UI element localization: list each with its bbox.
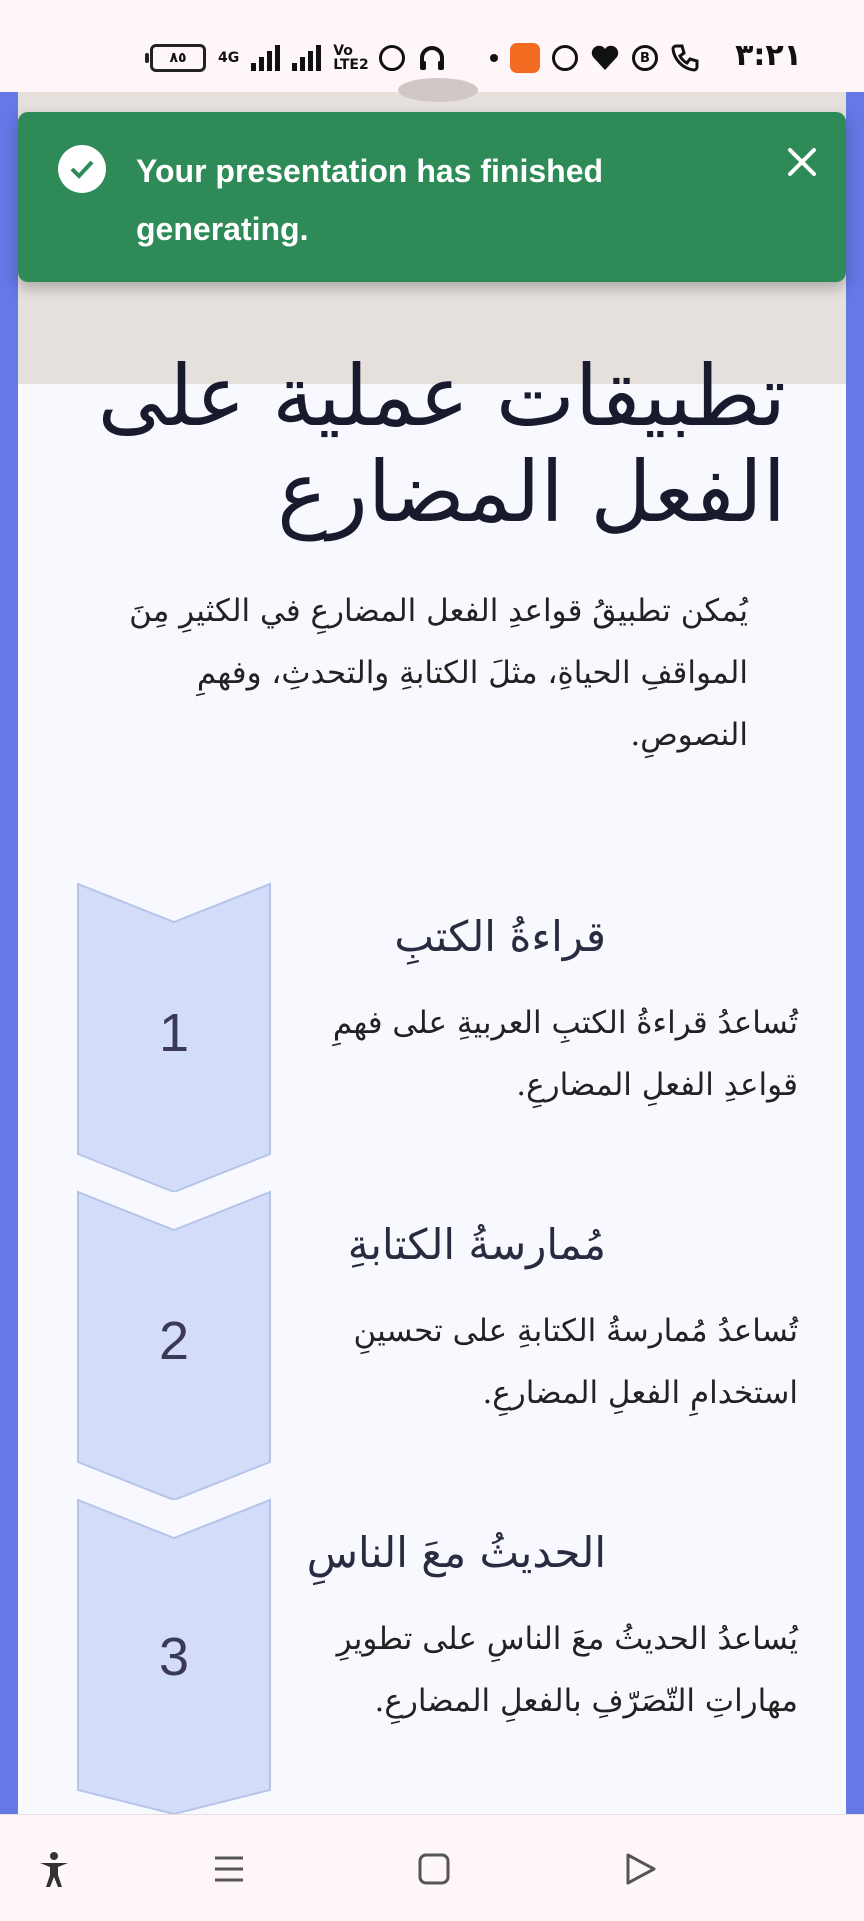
home-icon[interactable] [410, 1845, 458, 1893]
toast-message: Your presentation has finished generating. [136, 153, 604, 247]
slide-frame [0, 92, 864, 1814]
menu-icon[interactable] [205, 1845, 253, 1893]
step-title: الحديثُ معَ الناسِ [306, 1528, 606, 1577]
app-notification-icon [510, 43, 540, 73]
clock: ٣:٢١ [735, 38, 802, 73]
status-icons-left [150, 38, 447, 78]
step-text: تُساعدُ قراءةُ الكتبِ العربيةِ على فهمِ قواعدِ الفعلِ المضارعِ. [332, 1005, 798, 1103]
step-number: 3 [158, 1627, 190, 1687]
step-chevron-3 [76, 1498, 272, 1814]
signal-2-icon [292, 45, 321, 71]
phone-icon [670, 43, 700, 73]
slide-intro: يُمكن تطبيقُ قواعدِ الفعل المضارعِ في الكثيرِ مِنَ المواقفِ الحياةِ، مثلَ الكتابةِ والتحدثِ، وفهمِ النصوصِ. [129, 593, 748, 753]
network-label: 4G [218, 50, 240, 66]
step-title: قراءةُ الكتبِ [394, 912, 606, 961]
slide[interactable] [18, 92, 846, 1814]
back-icon[interactable] [616, 1845, 664, 1893]
success-toast [18, 112, 846, 282]
battery-level: ٨٥ [169, 50, 187, 66]
decorative-shape [398, 78, 478, 102]
notification-dot-icon [490, 54, 498, 62]
heart-icon [590, 43, 620, 73]
check-circle-icon [58, 145, 106, 193]
navigation-bar [0, 1814, 864, 1921]
step-text: تُساعدُ مُمارسةُ الكتابةِ على تحسينِ استخدامِ الفعلِ المضارعِ. [353, 1313, 798, 1411]
step-chevron-1 [76, 882, 272, 1192]
step-chevron-2 [76, 1190, 272, 1500]
close-icon[interactable] [780, 140, 824, 184]
step-number: 2 [158, 1311, 190, 1371]
sync-icon [552, 45, 578, 71]
accessibility-icon[interactable] [30, 1845, 78, 1893]
step-text: يُساعدُ الحديثُ معَ الناسِ على تطويرِ مهاراتِ التّصَرّفِ بالفعلِ المضارعِ. [336, 1621, 798, 1719]
status-icons-right [490, 38, 700, 78]
business-icon: B [632, 45, 658, 71]
battery-icon [150, 44, 206, 72]
alarm-icon [379, 45, 405, 71]
slide-title: تطبيقات عملية على الفعل المضارع [97, 347, 786, 541]
step-number: 1 [158, 1003, 190, 1063]
step-title: مُمارسةُ الكتابةِ [347, 1220, 606, 1269]
headphones-icon [417, 43, 447, 73]
volte-label: Vo LTE2 [333, 43, 369, 73]
signal-icon [251, 45, 280, 71]
